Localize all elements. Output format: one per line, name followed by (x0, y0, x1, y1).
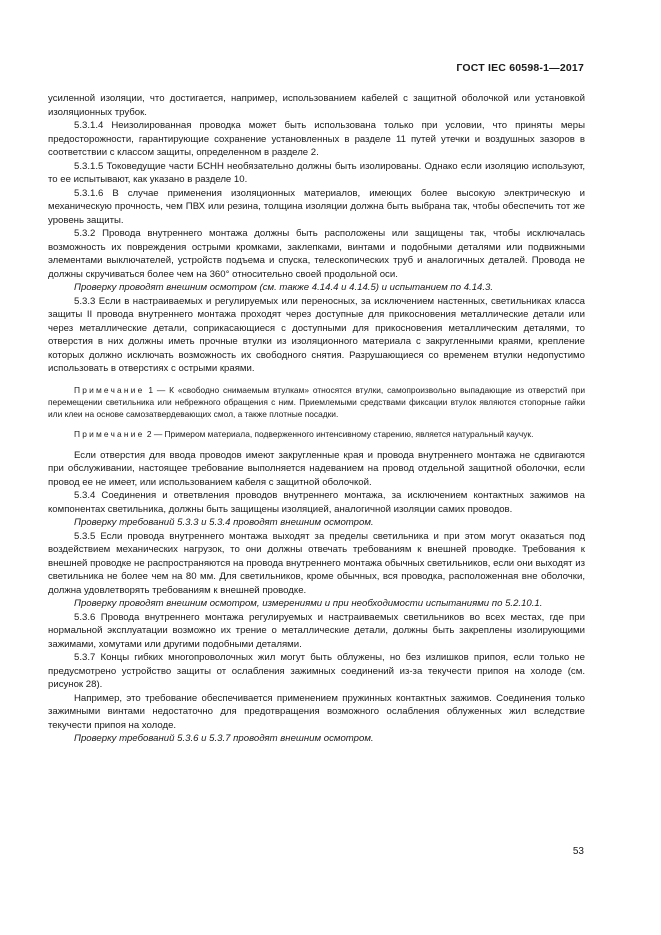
page-number: 53 (572, 846, 584, 857)
paragraph: Если отверстия для ввода проводов имеют закругленные края и провода внутреннего монтажа не сдвигаются при обслуживании, настоящее требование выполняется надеванием на провод отдельной защитной оболочки, если провод ее не имеет, или использованием кабеля с защитной оболочкой. (48, 449, 585, 488)
paragraph-5-3-7: 5.3.7 Концы гибких многопроволочных жил могут быть облужены, но без излишков припоя, если только не предусмотрено устройство защиты от ослабления зажимных соединений из-за текучести припоя на холоде (см. рисунок 28). (48, 652, 585, 690)
note-number: 1 (148, 384, 154, 395)
check-note: Проверку требований 5.3.6 и 5.3.7 проводят внешним осмотром. (74, 733, 374, 744)
note-2 (48, 428, 585, 440)
note-1 (48, 384, 585, 420)
check-note: Проверку требований 5.3.3 и 5.3.4 проводят внешним осмотром. (74, 517, 374, 528)
paragraph-5-3-3: 5.3.3 Если в настраиваемых и регулируемых или переносных, за исключением настенных, светильниках класса защиты II провода внутреннего монтажа проходят через доступные для прикосновения металлические детали или через металлические детали, соприкасающиеся с доступными для прикосновения металлическим деталями, то отверстия в них должны иметь прочные втулки из изоляционного материала с закругленными краями, крепление которых должно исключать возможность их свободного снятия. Разрушающиеся со временем втулки недопустимо использовать в отверстиях с острыми краями. (48, 295, 585, 374)
check-note: Проверку проводят внешним осмотром, измерениями и при необходимости испытаниями по 5.2.10.1. (74, 598, 543, 609)
note-label: Примечание (74, 428, 145, 439)
note-text: — Примером материала, подверженного интенсивному старению, является натуральный каучук. (153, 428, 534, 439)
note-text: — К «свободно снимаемым втулкам» относятся втулки, самопроизвольно выпадающие из отверстий при перемещении светильника или небрежного обращения с ним. Приемлемыми средствами фиксации втулок являются стопорные гайки или клеи на основе самозатвердевающих смол, а также плотные посадки. (48, 384, 586, 419)
paragraph-5-3-1-5: 5.3.1.5 Токоведущие части БСНН необязательно должны быть изолированы. Однако если изоляцию используют, то ее испытывают, как указано в разделе 10. (48, 160, 585, 185)
paragraph-5-3-1-4: 5.3.1.4 Неизолированная проводка может быть использована только при условии, что приняты меры предосторожности, гарантирующие сохранение установленных в разделе 11 путей утечки и воздушных зазоров в соответствии с классом защиты, определенном в разделе 2. (48, 120, 585, 158)
paragraph-5-3-4: 5.3.4 Соединения и ответвления проводов внутреннего монтажа, за исключением контактных зажимов на компонентах светильника, должны быть защищены изоляцией, аналогичной изоляции самих проводов. (48, 490, 585, 515)
check-note: Проверку проводят внешним осмотром (см. также 4.14.4 и 4.14.5) и испытанием по 4.14.3. (74, 282, 494, 293)
paragraph: усиленной изоляции, что достигается, например, использованием кабелей с защитной оболочкой или установкой изоляционных трубок. (48, 93, 585, 118)
standard-header: ГОСТ IEC 60598-1—2017 (456, 62, 584, 74)
paragraph-5-3-6: 5.3.6 Провода внутреннего монтажа регулируемых и настраиваемых светильников во всех местах, где при нормальной эксплуатации возможно их трение о металлические детали, должны быть закреплены изолирующими зажимами, хомутами или другими подобными деталями. (48, 611, 585, 650)
note-number: 2 (146, 428, 152, 439)
paragraph-5-3-1-6: 5.3.1.6 В случае применения изоляционных материалов, имеющих более высокую электрическую и механическую прочность, чем ПВХ или резина, толщина изоляции должна быть выбрана так, чтобы обеспечить тот же уровень защиты. (48, 187, 585, 226)
paragraph: Например, это требование обеспечивается применением пружинных контактных зажимов. Соединения только зажимными винтами недостаточно для предотвращения возможного ослабления облуженных жил вследствие текучести припоя на холоде. (48, 692, 585, 731)
paragraph-5-3-5: 5.3.5 Если провода внутреннего монтажа выходят за пределы светильника и при этом могут оказаться под воздействием механических нагрузок, то они должны отвечать требованиям к внешней проводке. Требования к внешней проводке не распространяются на провода внутреннего монтажа обычных светильников, если они выходят из светильника не более чем на 80 мм. Для светильников, кроме обычных, вся проводка, расположенная вне оболочки, должна удовлетворять требованиям к внешней проводке. (48, 530, 585, 596)
note-label: Примечание (74, 384, 145, 395)
paragraph-5-3-2: 5.3.2 Провода внутреннего монтажа должны быть расположены или защищены так, чтобы исключалась возможность их повреждения острыми кромками, заклепками, винтами и подобными деталями или подвижными элементами выключателей, устройств подъема и спуска, телескопических труб и аналогичных деталей. Провода не должны скручиваться более чем на 360° относительно своей продольной оси. (48, 228, 585, 280)
document-body (48, 92, 585, 746)
